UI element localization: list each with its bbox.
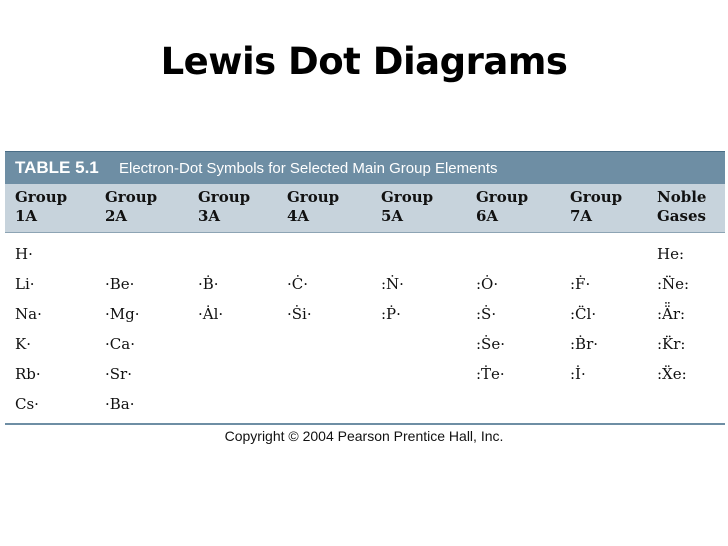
table-cell (560, 233, 647, 270)
table-cell: Li· (15, 275, 35, 293)
table-row (5, 269, 725, 299)
table-cell: :K̈r: (657, 335, 686, 353)
table-cell (95, 233, 188, 270)
table-cell (188, 329, 277, 359)
header-group-4a: Group 4A (277, 184, 371, 233)
table-cell: ·Be· (105, 275, 135, 293)
table-cell (277, 329, 371, 359)
table-cell: ·Sr· (105, 365, 132, 383)
table-cell (277, 233, 371, 270)
header-noble-gases: Noble Gases (647, 184, 725, 233)
table-cell (371, 389, 466, 423)
table-caption-bar (5, 151, 725, 184)
table-body (5, 184, 725, 423)
table-cell: H· (15, 245, 33, 263)
header-group-1a: Group 1A (5, 184, 95, 233)
header-group-6a: Group 6A (466, 184, 560, 233)
table-cell (560, 389, 647, 423)
table-bottom-rule (5, 423, 725, 425)
table-cell: ·Ba· (105, 395, 135, 413)
table-cell: :Ṡe· (476, 335, 505, 353)
table-cell: ·Mg· (105, 305, 140, 323)
table-header-row (5, 184, 725, 233)
table-cell: ·Ȧl· (198, 305, 224, 323)
table-cell: He: (657, 245, 685, 263)
table-cell: ·Ṡi· (287, 305, 312, 323)
table-row (5, 233, 725, 270)
table-cell (188, 389, 277, 423)
table-caption: Electron-Dot Symbols for Selected Main Group Elements (119, 159, 498, 177)
table-cell: :Ṗ· (381, 305, 401, 323)
header-group-5a: Group 5A (371, 184, 466, 233)
table-cell: K· (15, 335, 31, 353)
table-cell (371, 329, 466, 359)
table-cell: :Ẍe: (657, 365, 687, 383)
table-row (5, 329, 725, 359)
table-cell (647, 389, 725, 423)
header-group-2a: Group 2A (95, 184, 188, 233)
table-cell: ·Ca· (105, 335, 135, 353)
table-cell: Na· (15, 305, 42, 323)
header-group-7a: Group 7A (560, 184, 647, 233)
table-cell: :C̈l· (570, 305, 597, 323)
table-row (5, 359, 725, 389)
table-cell: :Ṫe· (476, 365, 505, 383)
table-cell: :Ȯ· (476, 275, 499, 293)
table-cell: :Ä̈r: (657, 305, 686, 323)
table-cell (277, 359, 371, 389)
table-row (5, 389, 725, 423)
page-title: Lewis Dot Diagrams (160, 40, 568, 83)
table-cell (466, 233, 560, 270)
copyright-notice: Copyright © 2004 Pearson Prentice Hall, Inc. (224, 428, 504, 444)
table-cell: ·Ḃ· (198, 275, 219, 293)
table-cell: :Ṡ· (476, 305, 497, 323)
table-row (5, 299, 725, 329)
table-cell: ·Ċ· (287, 275, 309, 293)
table-cell (277, 389, 371, 423)
table-cell (466, 389, 560, 423)
table-number: TABLE 5.1 (15, 158, 99, 177)
table-cell: :Ṅ· (381, 275, 404, 293)
table-cell: :Ḟ· (570, 275, 591, 293)
electron-dot-table (5, 151, 725, 425)
table-cell (188, 359, 277, 389)
table-cell: :Ḃr· (570, 335, 599, 353)
table-cell: :N̈e: (657, 275, 690, 293)
table-cell: Cs· (15, 395, 39, 413)
header-group-3a: Group 3A (188, 184, 277, 233)
table-cell (371, 233, 466, 270)
table-cell (188, 233, 277, 270)
table-cell: Rb· (15, 365, 41, 383)
table-cell: :İ· (570, 365, 586, 383)
table-cell (371, 359, 466, 389)
